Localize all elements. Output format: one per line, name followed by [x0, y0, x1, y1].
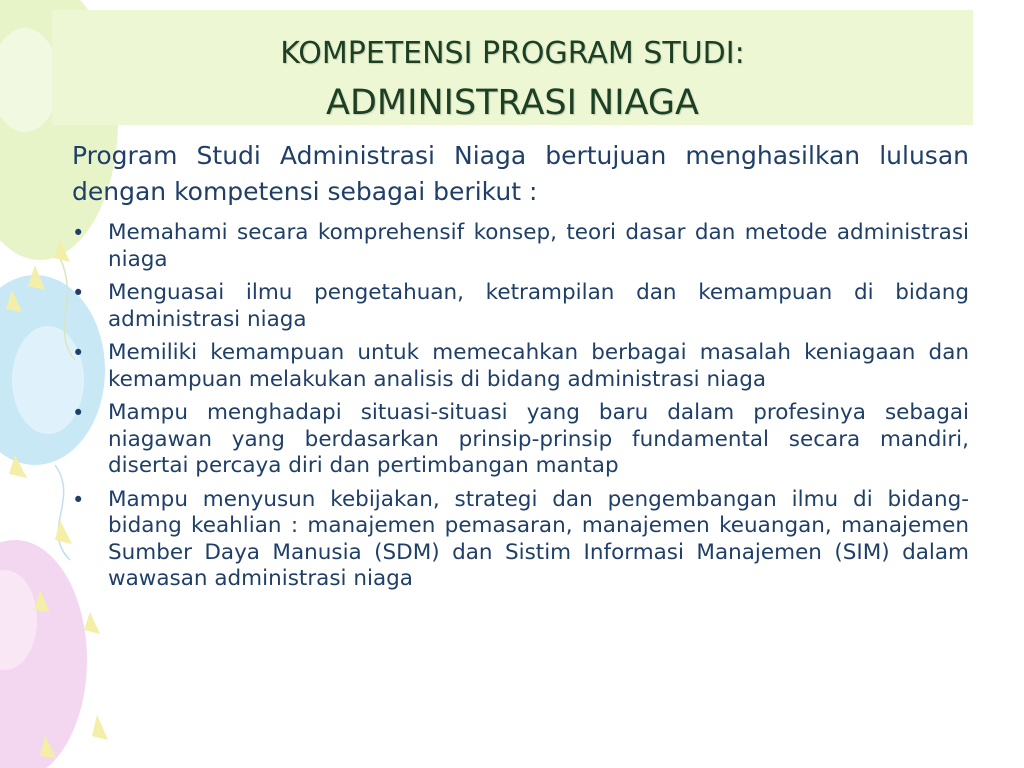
bullet-icon: •: [72, 487, 85, 512]
list-item: [72, 280, 969, 333]
list-item-text: Mampu menghadapi situasi-situasi yang baru dalam profesinya sebagai niagawan yang berdasarkan prinsip-prinsip fundamental secara mandiri, disertai percaya diri dan pertimbangan mantap: [108, 400, 969, 478]
list-item-text: Memahami secara komprehensif konsep, teori dasar dan metode administrasi niaga: [108, 220, 969, 272]
list-item-text: Memiliki kemampuan untuk memecahkan berbagai masalah keniagaan dan kemampuan melakukan analisis di bidang administrasi niaga: [108, 340, 969, 392]
list-item: [72, 340, 969, 393]
bullet-icon: •: [72, 281, 85, 305]
competency-list: [72, 220, 969, 593]
bullet-icon: •: [72, 401, 85, 425]
slide-title-line1: KOMPETENSI PROGRAM STUDI:: [280, 36, 745, 71]
intro-paragraph: Program Studi Administrasi Niaga bertujuan menghasilkan lulusan dengan kompetensi sebagai berikut :: [72, 141, 969, 206]
list-item: [72, 400, 969, 480]
confetti: [55, 520, 72, 544]
confetti: [92, 715, 108, 740]
balloon-string: [55, 465, 70, 560]
slide-title-line2: ADMINISTRASI NIAGA: [326, 83, 699, 123]
slide-body: [72, 138, 969, 600]
bullet-icon: •: [72, 341, 85, 365]
list-item: [72, 220, 969, 273]
list-item-text: Menguasai ilmu pengetahuan, ketrampilan dan kemampuan di bidang administrasi niaga: [108, 280, 969, 332]
confetti: [84, 612, 100, 634]
bullet-icon: •: [72, 221, 85, 245]
list-item: [72, 487, 969, 593]
title-band: [52, 10, 973, 125]
list-item-text: Mampu menyusun kebijakan, strategi dan pengembangan ilmu di bidang-bidang keahlian : manajemen pemasaran, manajemen keuangan, manajemen Sumber Daya Manusia (SDM) dan Sistim Informasi Manajemen (SIM) dalam wawasan administrasi niaga: [108, 486, 969, 591]
